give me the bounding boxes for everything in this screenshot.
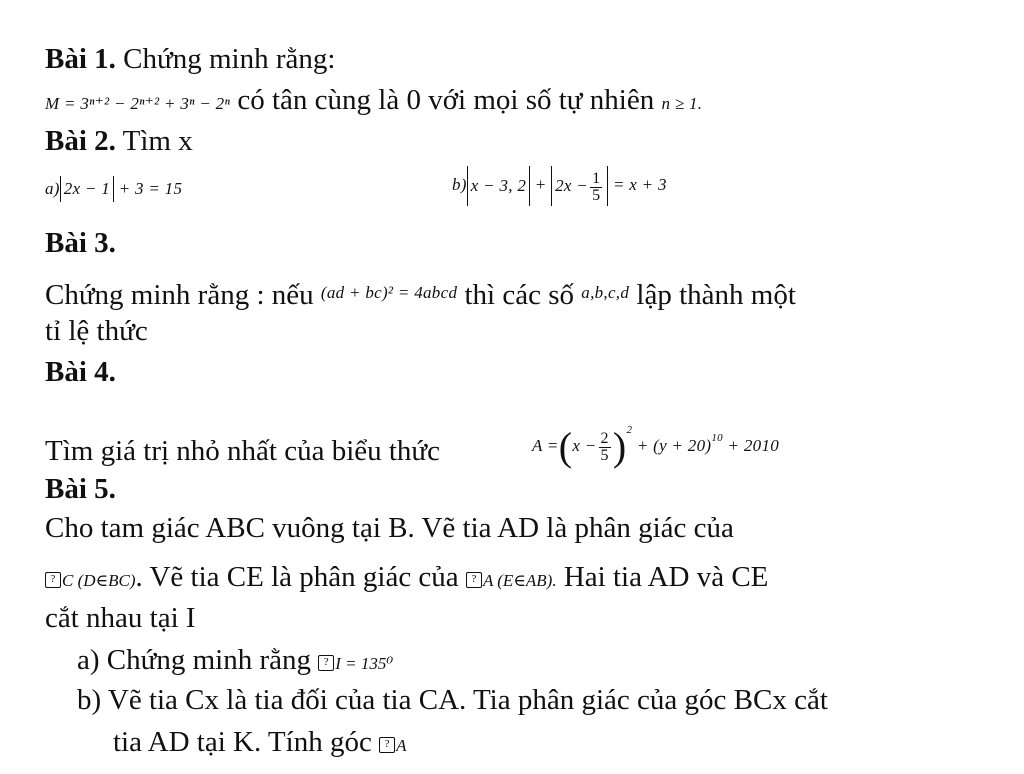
b2-text: Tìm x [115, 125, 193, 157]
b2-b-plus: + [534, 174, 547, 194]
b4-square: 2 [626, 424, 633, 436]
b4-statement-text: Tìm giá trị nhỏ nhất của biểu thức [45, 435, 441, 467]
b5-angle-3 [318, 654, 393, 673]
b4-title: Bài 4. [45, 356, 116, 388]
missing-glyph-icon: ? [379, 737, 395, 753]
b5-angle-1 [45, 571, 136, 590]
b5-line-2 [45, 560, 768, 598]
b5-part-a [77, 643, 393, 681]
b3-vars: a,b,c,d [581, 283, 630, 302]
b5-angle-2 [466, 571, 557, 590]
b5-angle-2-text: A (E∈AB). [482, 571, 557, 590]
b4-rest: + (y + 20) [636, 436, 712, 455]
missing-glyph-icon: ? [318, 655, 334, 671]
b2-b-absolute-2 [551, 166, 608, 206]
b2-a-label: a) [45, 179, 60, 198]
b1-text: Chứng minh rằng: [115, 43, 336, 75]
b3-title: Bài 3. [45, 227, 116, 259]
b4-numerator: 2 [600, 429, 609, 447]
b5-angle-3-text: I = 135⁰ [335, 654, 394, 673]
b4-denominator: 5 [600, 446, 609, 464]
missing-glyph-icon: ? [45, 572, 61, 588]
b5-part-a-text: a) Chứng minh rằng [77, 644, 319, 676]
b4-a-eq: A = [532, 436, 559, 455]
b1-mid-text: có tân cùng là 0 với mọi số tự nhiên [230, 84, 662, 116]
b2-b-abs2-pre: 2x − [555, 176, 589, 195]
missing-glyph-icon: ? [466, 572, 482, 588]
b5-angle-1-text: C (D∈BC) [62, 571, 136, 590]
b5-angle-4-text: A [396, 736, 407, 755]
b4-inner: x − [572, 436, 597, 455]
b3-statement-line [45, 276, 796, 312]
b2-b-absolute-1: x − 3, 2 [467, 166, 530, 206]
b2-a-rest: + 3 = 15 [118, 179, 183, 198]
b2-title: Bài 2. [45, 125, 116, 157]
b5-angle-4 [379, 736, 406, 755]
b4-tail: + 2010 [727, 436, 780, 455]
b3-post: lập thành một [629, 279, 796, 311]
b2-part-b [452, 166, 667, 206]
b2-b-label: b) [452, 174, 467, 194]
b1-title: Bài 1. [45, 43, 116, 75]
b5-part-b: b) Vẽ tia Cx là tia đối của tia CA. Tia phân giác của góc BCx cắt [77, 684, 828, 716]
b2-b-numerator: 1 [592, 169, 601, 187]
b1-expression: M = 3ⁿ⁺² − 2ⁿ⁺² + 3ⁿ − 2ⁿ [45, 94, 231, 113]
b2-b-fraction [590, 171, 602, 204]
b5-line-3: cắt nhau tại I [45, 602, 196, 634]
b3-expression: (ad + bc)² = 4abcd [320, 283, 458, 302]
b4-fraction [599, 431, 611, 464]
b4-expression: A =(x − $\frac{2}{5}$ )$^2 + (y + 20)^{10} + 2010$ [532, 424, 780, 470]
b5-title: Bài 5. [45, 473, 116, 505]
b5-part-b-cont-text: tia AD tại K. Tính góc [113, 726, 380, 758]
b3-pre: Chứng minh rằng : nếu [45, 279, 321, 311]
b5-line-2-b: Hai tia AD và CE [556, 561, 769, 593]
b1-statement-line [45, 83, 702, 121]
b2-a-absolute: 2x − 1 [60, 176, 114, 202]
b3-mid: thì các số [457, 279, 582, 311]
b3-line-2: tỉ lệ thức [45, 315, 148, 347]
b2-heading-line [45, 124, 193, 158]
b2-part-a [45, 172, 182, 206]
b1-condition: n ≥ 1. [661, 94, 703, 113]
b5-line-1: Cho tam giác ABC vuông tại B. Vẽ tia AD là phân giác của [45, 512, 734, 544]
b2-b-rest: = x + 3 [612, 174, 667, 194]
b5-line-2-a: . Vẽ tia CE là phân giác của [135, 561, 466, 593]
b5-part-b-cont [113, 725, 406, 763]
b4-power-10: 10 [711, 432, 723, 444]
b1-heading-line [45, 42, 335, 76]
b2-b-denominator: 5 [592, 186, 601, 204]
